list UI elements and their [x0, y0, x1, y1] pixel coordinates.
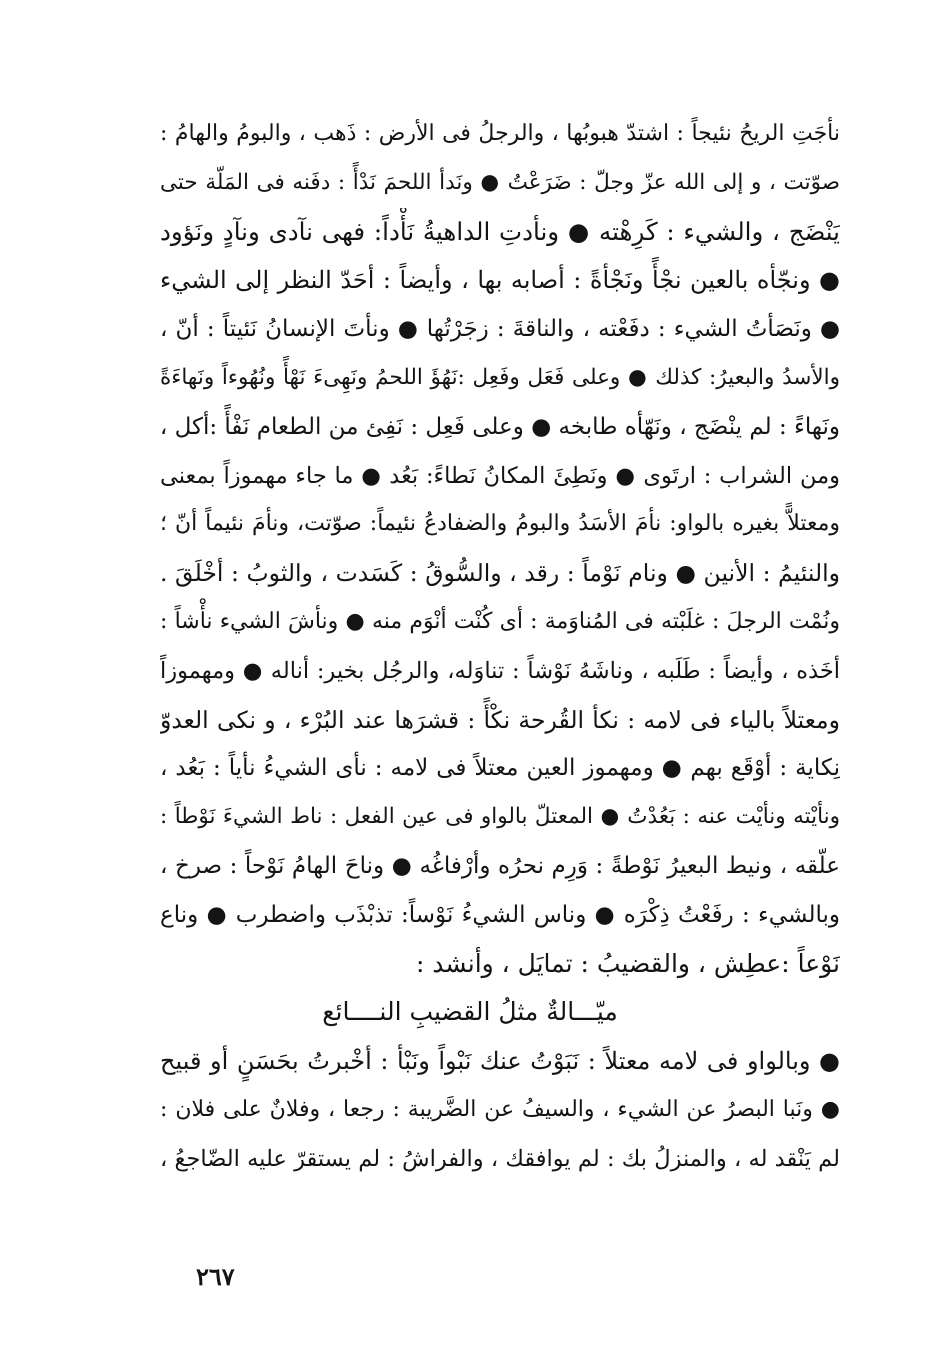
- text-line: نِكاية : أوْقَع بهم ● ومهموز العين معتلاً فى لامه : نأى الشيءُ نأياً : بَعُد ،: [160, 755, 840, 782]
- text-line: لم يَنْقد له ، والمنزلُ بك : لم يوافقك ، والفراشُ : لم يستقرّ عليه الضّاجعُ ،: [160, 1145, 840, 1172]
- text-line: والنئيمُ : الأنين ● ونام نَوْماً : رقد ، والسُّوقُ : كَسَدت ، والثوبُ : أخْلَقَ .: [160, 559, 840, 588]
- text-line: نَوْعاً :عطِش ، والقضيبُ : تمايَل ، وأنشد :: [415, 948, 840, 978]
- text-line: أخَذه ، وأيضاً : طَلَبه ، وناشَهُ نَوْشاً : تناوَله، والرجُل بخير: أناله ● ومهموزاً: [160, 657, 840, 684]
- text-line: وبالشيء : رفَعْتُ ذِكْرَه ● وناس الشيءُ نَوْساً: تذبْذَب واضطرب ● وناع: [160, 901, 840, 928]
- text-line: ومعتلاًّ بغيره بالواو: نأمَ الأسَدُ والبومُ والضفادعُ نئيماً: صوّتت، ونأمَ نئيماً أنّ ؛: [160, 511, 840, 537]
- text-line: صوّتت ، و إلى الله عزّ وجلّ : ضَرَعْتُ ● ونَدأ اللحمَ نَدْأً : دفَنه فى المَلّة حتى: [160, 169, 840, 195]
- text-line: علّقه ، ونيط البعيرُ نَوْطةً : وَرِم نحرُه وأرْفاغُه ● وناحَ الهامُ نَوْحاً : صرخ ،: [160, 852, 840, 879]
- text-line: ومن الشراب : ارتَوى ● ونَطِئَ المكانُ نَطاءً: بَعُد ● ما جاء مهموزاً بمعنى: [160, 462, 840, 489]
- text-line: والأسدُ والبعيرُ: كذلك ● وعلى فَعَل وفَعِل :نَهُؤَ اللحمُ ونَهِىءَ نَهْأً ونُهُوءاً ونَهاءَةً: [160, 364, 840, 390]
- page-number: ٢٦٧: [196, 1262, 235, 1291]
- text-line: ● ونجّأه بالعين نجْأً ونَجْأةً : أصابه بها ، وأيضاً : أحَدّ النظر إلى الشيء: [160, 266, 840, 295]
- text-line: ونُمْت الرجلَ : غلَبْته فى المُناوَمة : أى كُنْت أنْوَم منه ● ونأشَ الشيء نأْشاً :: [160, 608, 840, 634]
- text-line: ● ونَصَأتُ الشيء : دفَعْته ، والناقةَ : زجَرْتُها ● ونأتَ الإنسانُ نَئيتاً : أنّ ،: [160, 316, 840, 343]
- text-line: ونَهاءً : لم ينْضَج ، ونَهّأه طابخه ● وعلى فَعِل : نَفِئ من الطعام نَفْأً :أكل ،: [160, 413, 840, 440]
- text-line: ● ونَبا البصرُ عن الشيء ، والسيفُ عن الضَّريبة : رجعا ، وفلانٌ على فلان :: [160, 1096, 840, 1122]
- text-line: ● وبالواو فى لامه معتلاً : نَبَوْتُ عنك نَبْواً ونَبْأ : أخْبرتُ بحَسَنٍ أو قبيح: [160, 1047, 840, 1076]
- text-line: يَنْضَج ، والشيء : كَرِهْته ● ونأدتِ الداهيةُ نَأْداً: فهى نآدى ونآدٍ ونَؤود: [160, 216, 840, 246]
- text-line: ومعتلاً بالياء فى لامه : نكأ القُرحة نكْأً : قشرَها عند البُرْء ، و نكى العدوّ: [160, 705, 840, 734]
- verse-line: ميّـــالةٌ مثلُ القضيبِ النــــائع: [322, 997, 618, 1027]
- main-text: [160, 110, 840, 1184]
- text-line: ونأيْته ونأيْت عنه : بَعُدْتُ ● المعتلّ بالواو فى عين الفعل : ناط الشيءَ نَوْطاً :: [160, 804, 840, 830]
- text-line: نأجَتِ الريحُ نئيجاً : اشتدّ هبوبُها ، والرجلُ فى الأرض : ذَهب ، والبومُ والهامُ :: [160, 121, 840, 146]
